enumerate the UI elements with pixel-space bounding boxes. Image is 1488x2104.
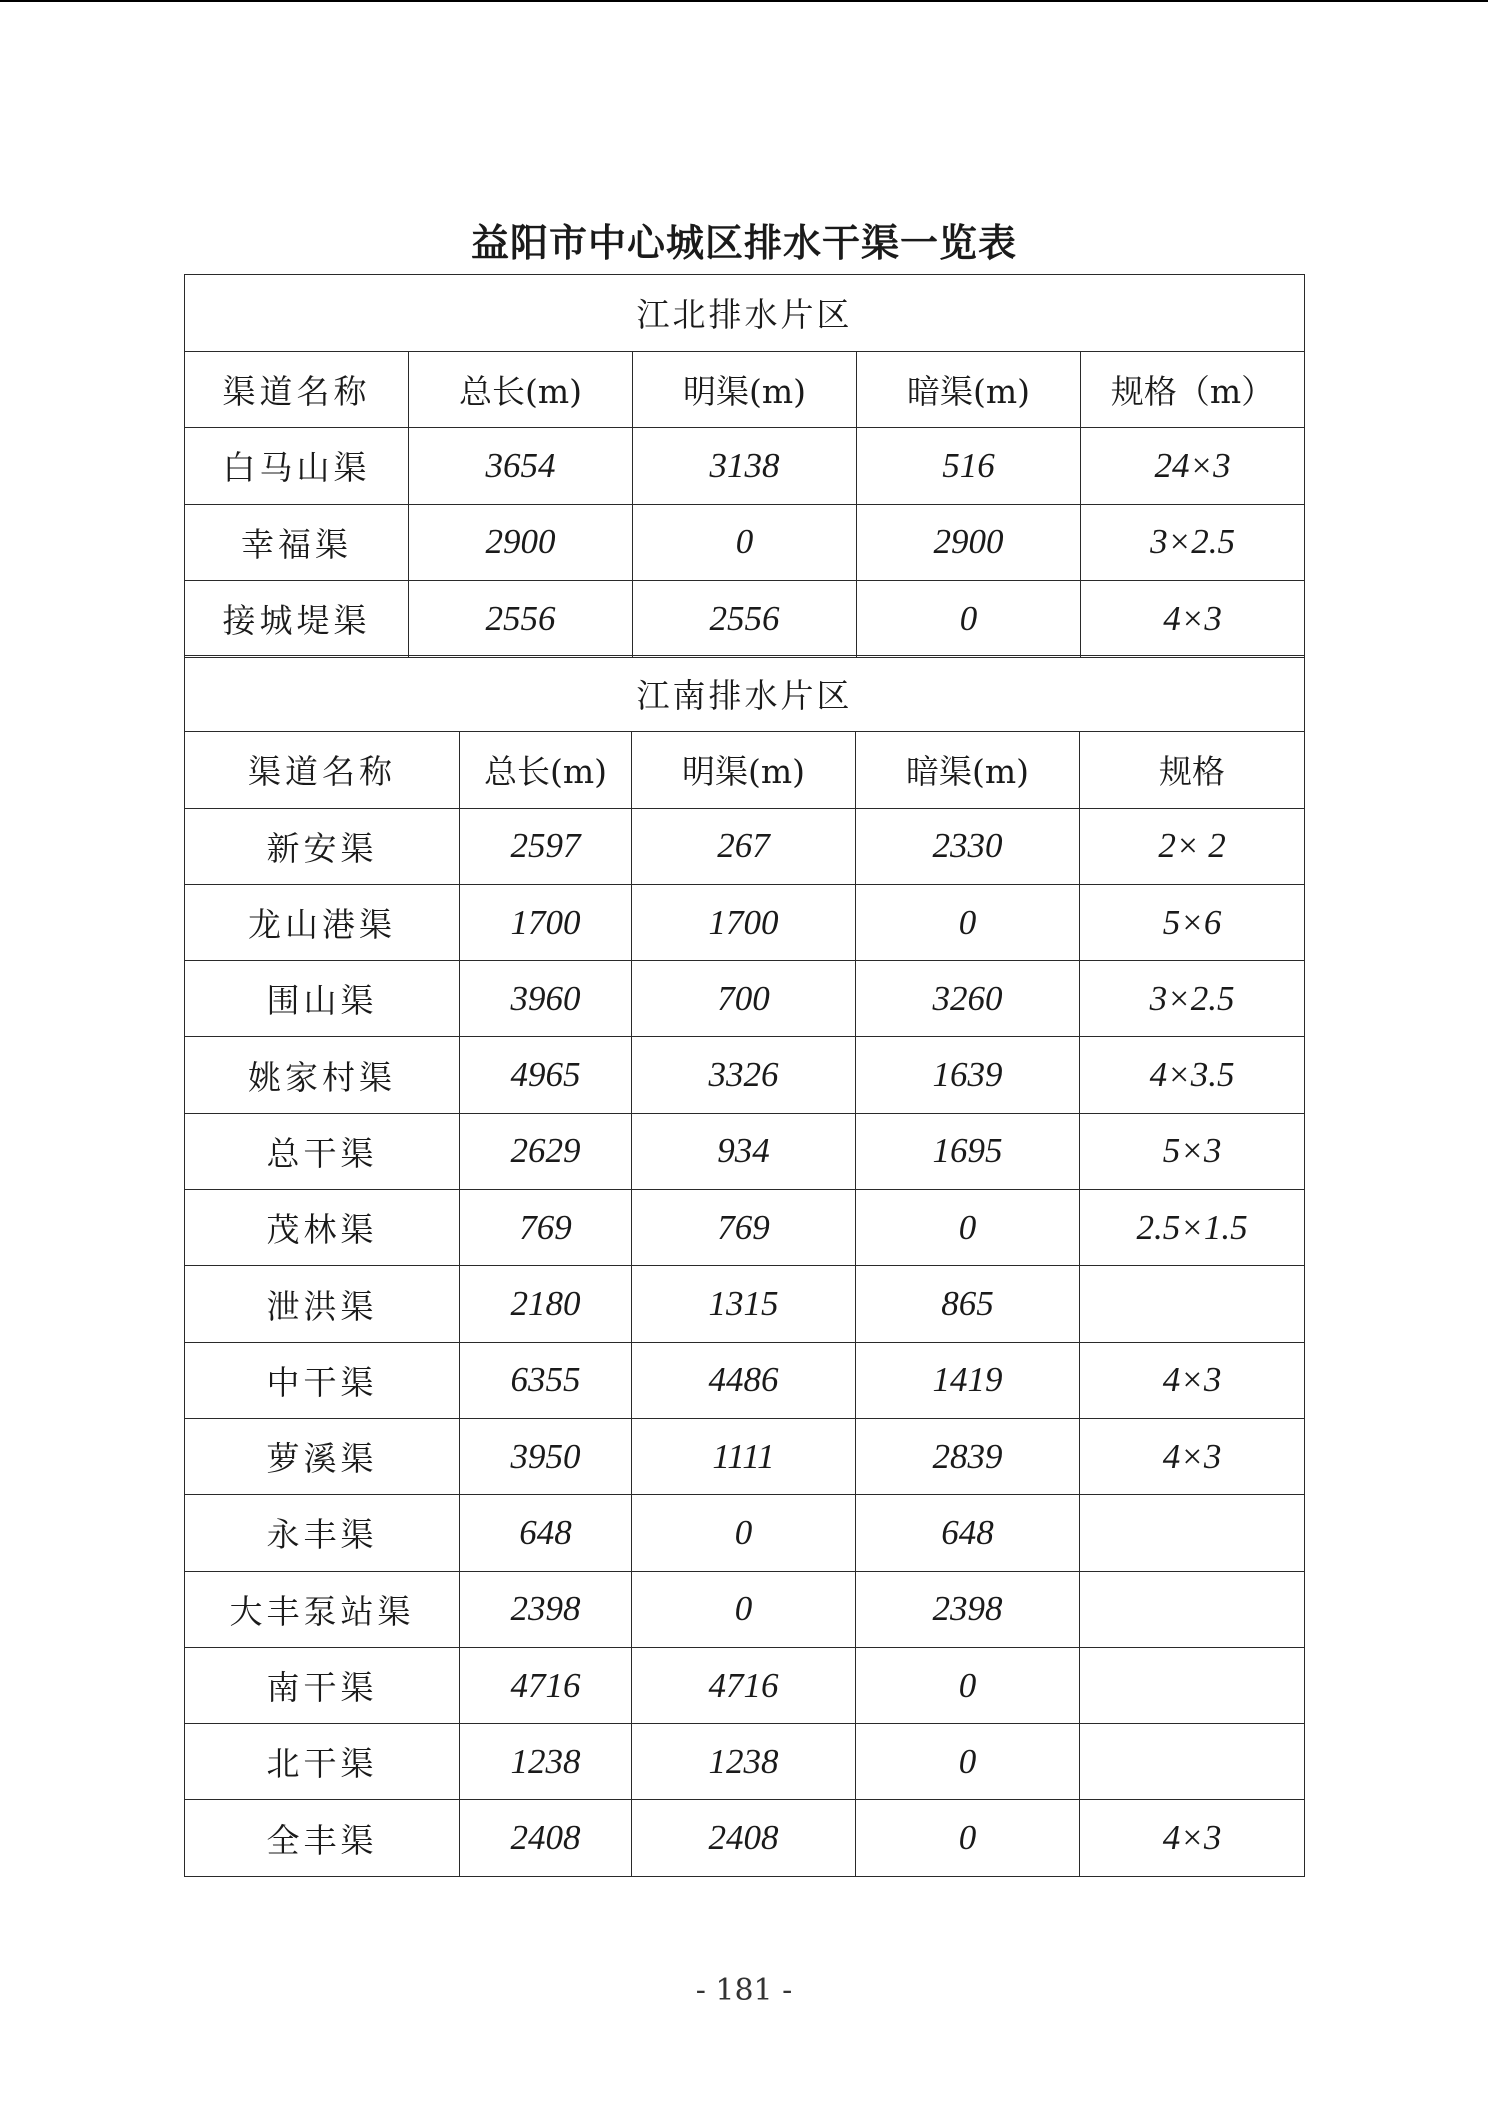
column-header-row xyxy=(185,351,1305,428)
value-cell: 2398 xyxy=(856,1571,1080,1647)
value-cell: 4965 xyxy=(460,1037,632,1113)
channel-name-cell: 接城堤渠 xyxy=(185,581,409,658)
value-cell: 3×2.5 xyxy=(1080,961,1305,1037)
value-cell: 2900 xyxy=(409,504,633,581)
column-header: 明渠(m) xyxy=(632,732,856,808)
value-cell: 1700 xyxy=(632,884,856,960)
value-cell: 4×3 xyxy=(1080,1800,1305,1876)
channel-name-cell: 全丰渠 xyxy=(185,1800,460,1876)
value-cell: 2180 xyxy=(460,1266,632,1342)
value-cell: 1238 xyxy=(632,1724,856,1800)
value-cell: 4716 xyxy=(460,1647,632,1723)
table-row xyxy=(185,961,1305,1037)
value-cell: 865 xyxy=(856,1266,1080,1342)
table-row xyxy=(185,1571,1305,1647)
value-cell: 4486 xyxy=(632,1342,856,1418)
channel-name-cell: 永丰渠 xyxy=(185,1495,460,1571)
channel-name-cell: 中干渠 xyxy=(185,1342,460,1418)
value-cell: 2408 xyxy=(632,1800,856,1876)
value-cell: 4716 xyxy=(632,1647,856,1723)
column-header: 总长(m) xyxy=(409,351,633,428)
channel-name-cell: 姚家村渠 xyxy=(185,1037,460,1113)
value-cell: 1419 xyxy=(856,1342,1080,1418)
value-cell xyxy=(1080,1647,1305,1723)
value-cell: 0 xyxy=(632,1571,856,1647)
value-cell: 1238 xyxy=(460,1724,632,1800)
value-cell: 3×2.5 xyxy=(1081,504,1305,581)
column-header: 暗渠(m) xyxy=(857,351,1081,428)
zone-header-row xyxy=(185,656,1305,732)
channel-name-cell: 萝溪渠 xyxy=(185,1418,460,1494)
value-cell: 2556 xyxy=(409,581,633,658)
column-header: 渠道名称 xyxy=(185,732,460,808)
table-row xyxy=(185,1418,1305,1494)
table-row xyxy=(185,1190,1305,1266)
value-cell: 0 xyxy=(856,1800,1080,1876)
channel-name-cell: 白马山渠 xyxy=(185,428,409,505)
value-cell: 0 xyxy=(856,1724,1080,1800)
channel-name-cell: 茂林渠 xyxy=(185,1190,460,1266)
value-cell: 4×3 xyxy=(1081,581,1305,658)
value-cell: 934 xyxy=(632,1113,856,1189)
value-cell: 4×3 xyxy=(1080,1418,1305,1494)
value-cell: 2408 xyxy=(460,1800,632,1876)
zone-title-south: 江南排水片区 xyxy=(185,656,1305,732)
value-cell: 0 xyxy=(856,884,1080,960)
column-header: 渠道名称 xyxy=(185,351,409,428)
value-cell: 0 xyxy=(633,504,857,581)
value-cell: 0 xyxy=(857,581,1081,658)
column-header: 规格 xyxy=(1080,732,1305,808)
value-cell: 4×3 xyxy=(1080,1342,1305,1418)
channel-name-cell: 围山渠 xyxy=(185,961,460,1037)
value-cell: 0 xyxy=(632,1495,856,1571)
column-header: 总长(m) xyxy=(460,732,632,808)
table-row xyxy=(185,1724,1305,1800)
value-cell: 3950 xyxy=(460,1418,632,1494)
table-row xyxy=(185,1647,1305,1723)
channel-name-cell: 南干渠 xyxy=(185,1647,460,1723)
column-header: 明渠(m) xyxy=(633,351,857,428)
value-cell: 1315 xyxy=(632,1266,856,1342)
value-cell: 267 xyxy=(632,808,856,884)
value-cell: 0 xyxy=(856,1190,1080,1266)
value-cell: 3138 xyxy=(633,428,857,505)
north-drainage-table xyxy=(184,274,1305,658)
table-row xyxy=(185,1266,1305,1342)
value-cell: 2556 xyxy=(633,581,857,658)
table-row xyxy=(185,1800,1305,1876)
south-table-body xyxy=(185,656,1305,1877)
value-cell: 2597 xyxy=(460,808,632,884)
value-cell: 24×3 xyxy=(1081,428,1305,505)
table-row xyxy=(185,884,1305,960)
value-cell: 3654 xyxy=(409,428,633,505)
column-header: 暗渠(m) xyxy=(856,732,1080,808)
channel-name-cell: 大丰泵站渠 xyxy=(185,1571,460,1647)
value-cell: 2.5×1.5 xyxy=(1080,1190,1305,1266)
table-row xyxy=(185,1342,1305,1418)
column-header: 规格（m） xyxy=(1081,351,1305,428)
value-cell xyxy=(1080,1724,1305,1800)
value-cell: 2398 xyxy=(460,1571,632,1647)
page-number: - 181 - xyxy=(695,1973,793,2008)
value-cell: 6355 xyxy=(460,1342,632,1418)
zone-title-north: 江北排水片区 xyxy=(185,275,1305,352)
value-cell: 2839 xyxy=(856,1418,1080,1494)
value-cell: 2330 xyxy=(856,808,1080,884)
value-cell: 516 xyxy=(857,428,1081,505)
channel-name-cell: 北干渠 xyxy=(185,1724,460,1800)
table-row xyxy=(185,1495,1305,1571)
channel-name-cell: 幸福渠 xyxy=(185,504,409,581)
zone-header-row xyxy=(185,275,1305,352)
table-row xyxy=(185,581,1305,658)
value-cell: 3260 xyxy=(856,961,1080,1037)
value-cell: 0 xyxy=(856,1647,1080,1723)
value-cell: 1695 xyxy=(856,1113,1080,1189)
column-header-row xyxy=(185,732,1305,808)
value-cell: 4×3.5 xyxy=(1080,1037,1305,1113)
page-title: 益阳市中心城区排水干渠一览表 xyxy=(470,221,1017,265)
channel-name-cell: 龙山港渠 xyxy=(185,884,460,960)
value-cell: 700 xyxy=(632,961,856,1037)
channel-name-cell: 新安渠 xyxy=(185,808,460,884)
table-row xyxy=(185,1037,1305,1113)
value-cell: 5×6 xyxy=(1080,884,1305,960)
value-cell: 769 xyxy=(460,1190,632,1266)
value-cell: 1639 xyxy=(856,1037,1080,1113)
south-drainage-table xyxy=(184,655,1305,1877)
table-row xyxy=(185,1113,1305,1189)
value-cell: 648 xyxy=(856,1495,1080,1571)
value-cell: 3326 xyxy=(632,1037,856,1113)
table-row xyxy=(185,428,1305,505)
value-cell: 2× 2 xyxy=(1080,808,1305,884)
table-row xyxy=(185,504,1305,581)
value-cell: 3960 xyxy=(460,961,632,1037)
page-top-border xyxy=(0,0,1488,2)
value-cell xyxy=(1080,1495,1305,1571)
value-cell: 2629 xyxy=(460,1113,632,1189)
table-row xyxy=(185,808,1305,884)
value-cell: 5×3 xyxy=(1080,1113,1305,1189)
value-cell xyxy=(1080,1571,1305,1647)
value-cell: 769 xyxy=(632,1190,856,1266)
north-table-body xyxy=(185,275,1305,658)
channel-name-cell: 总干渠 xyxy=(185,1113,460,1189)
value-cell: 1111 xyxy=(632,1418,856,1494)
value-cell: 2900 xyxy=(857,504,1081,581)
value-cell xyxy=(1080,1266,1305,1342)
value-cell: 648 xyxy=(460,1495,632,1571)
channel-name-cell: 泄洪渠 xyxy=(185,1266,460,1342)
value-cell: 1700 xyxy=(460,884,632,960)
